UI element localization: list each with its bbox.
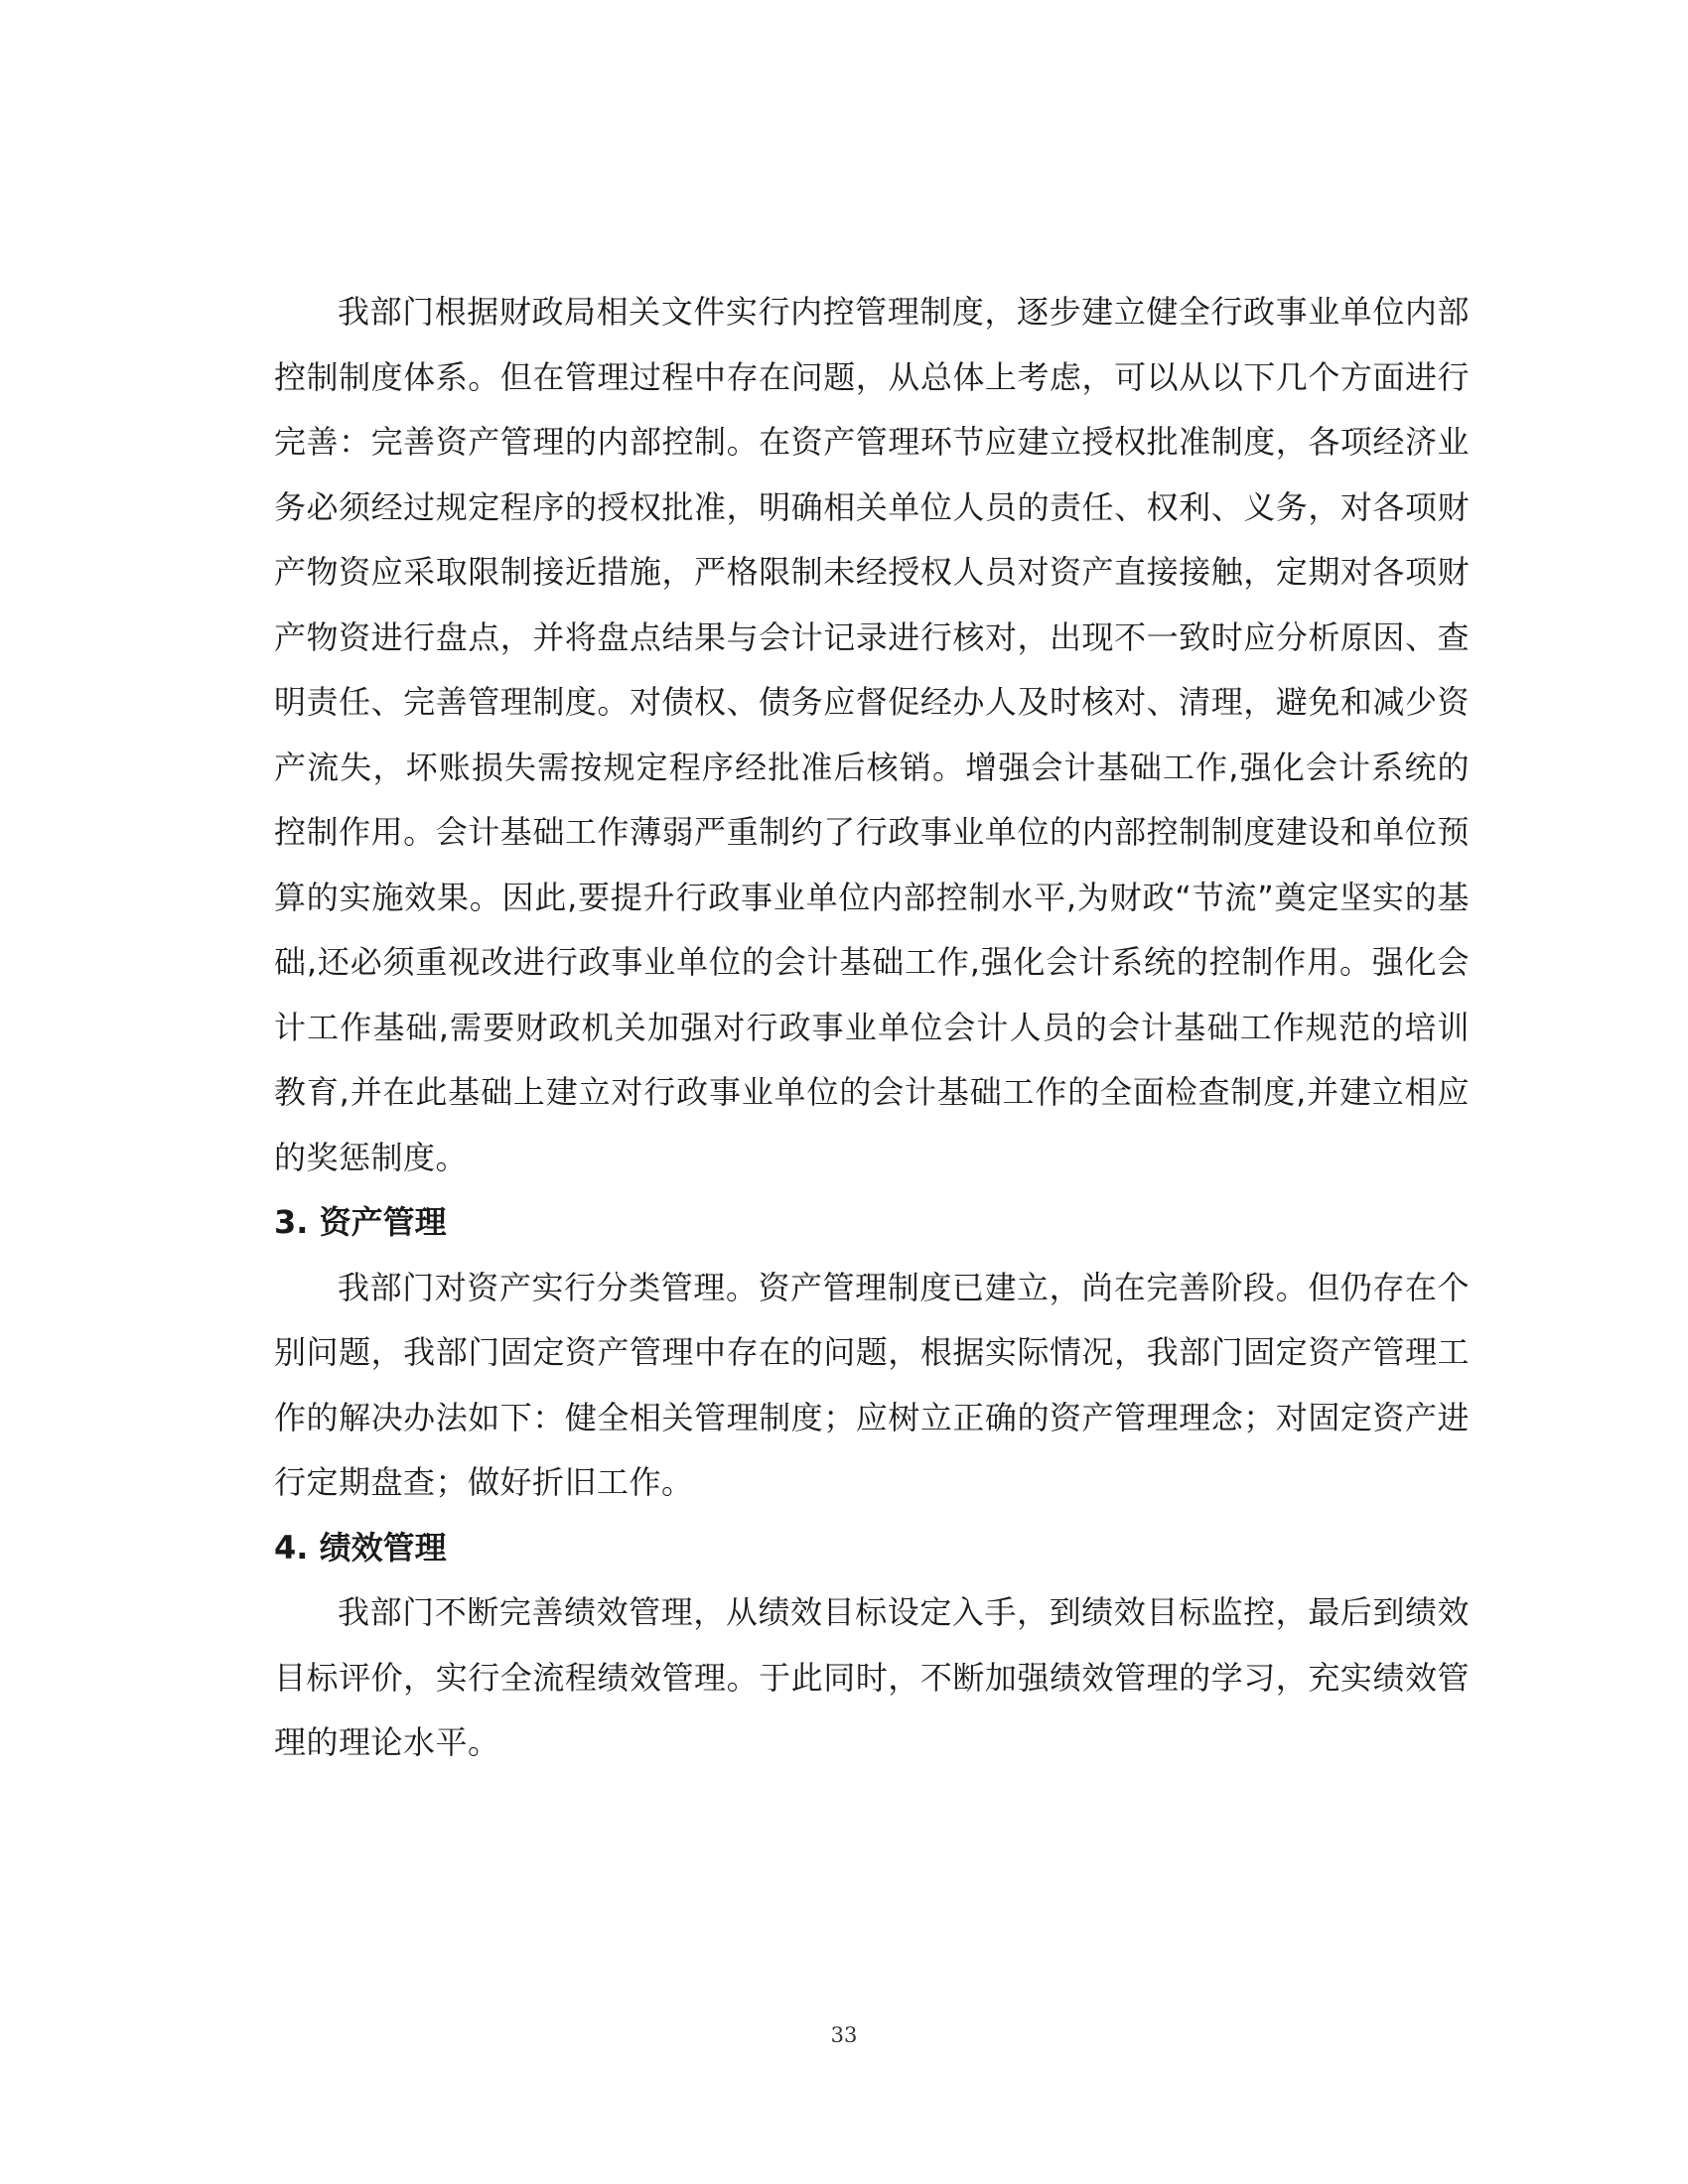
page-content: [274, 280, 1470, 1776]
performance-management-paragraph: 我部门不断完善绩效管理，从绩效目标设定入手，到绩效目标监控，最后到绩效目标评价，实行全流程绩效管理。于此同时，不断加强绩效管理的学习，充实绩效管理的理论水平。: [274, 1593, 1470, 1761]
section-heading-performance-management: 4. 绩效管理: [274, 1528, 447, 1567]
section-heading-asset-management: 3. 资产管理: [274, 1203, 447, 1241]
page-number: 33: [830, 2023, 858, 2047]
internal-control-paragraph: 我部门根据财政局相关文件实行内控管理制度，逐步建立健全行政事业单位内部控制制度体系。但在管理过程中存在问题，从总体上考虑，可以从以下几个方面进行完善：完善资产管理的内部控制。在资产管理环节应建立授权批准制度，各项经济业务必须经过规定程序的授权批准，明确相关单位人员的责任、权利、义务，对各项财产物资应采取限制接近措施，严格限制未经授权人员对资产直接接触，定期对各项财产物资进行盘点，并将盘点结果与会计记录进行核对，出现不一致时应分析原因、查明责任、完善管理制度。对债权、债务应督促经办人及时核对、清理，避免和减少资产流失，坏账损失需按规定程序经批准后核销。增强会计基础工作,强化会计系统的控制作用。会计基础工作薄弱严重制约了行政事业单位的内部控制制度建设和单位预算的实施效果。因此,要提升行政事业单位内部控制水平,为财政“节流”奠定坚实的基础,还必须重视改进行政事业单位的会计基础工作,强化会计系统的控制作用。强化会计工作基础,需要财政机关加强对行政事业单位会计人员的会计基础工作规范的培训教育,并在此基础上建立对行政事业单位的会计基础工作的全面检查制度,并建立相应的奖惩制度。: [274, 293, 1470, 1176]
asset-management-paragraph: 我部门对资产实行分类管理。资产管理制度已建立，尚在完善阶段。但仍存在个别问题，我部门固定资产管理中存在的问题，根据实际情况，我部门固定资产管理工作的解决办法如下：健全相关管理制度；应树立正确的资产管理理念；对固定资产进行定期盘查；做好折旧工作。: [274, 1268, 1470, 1501]
